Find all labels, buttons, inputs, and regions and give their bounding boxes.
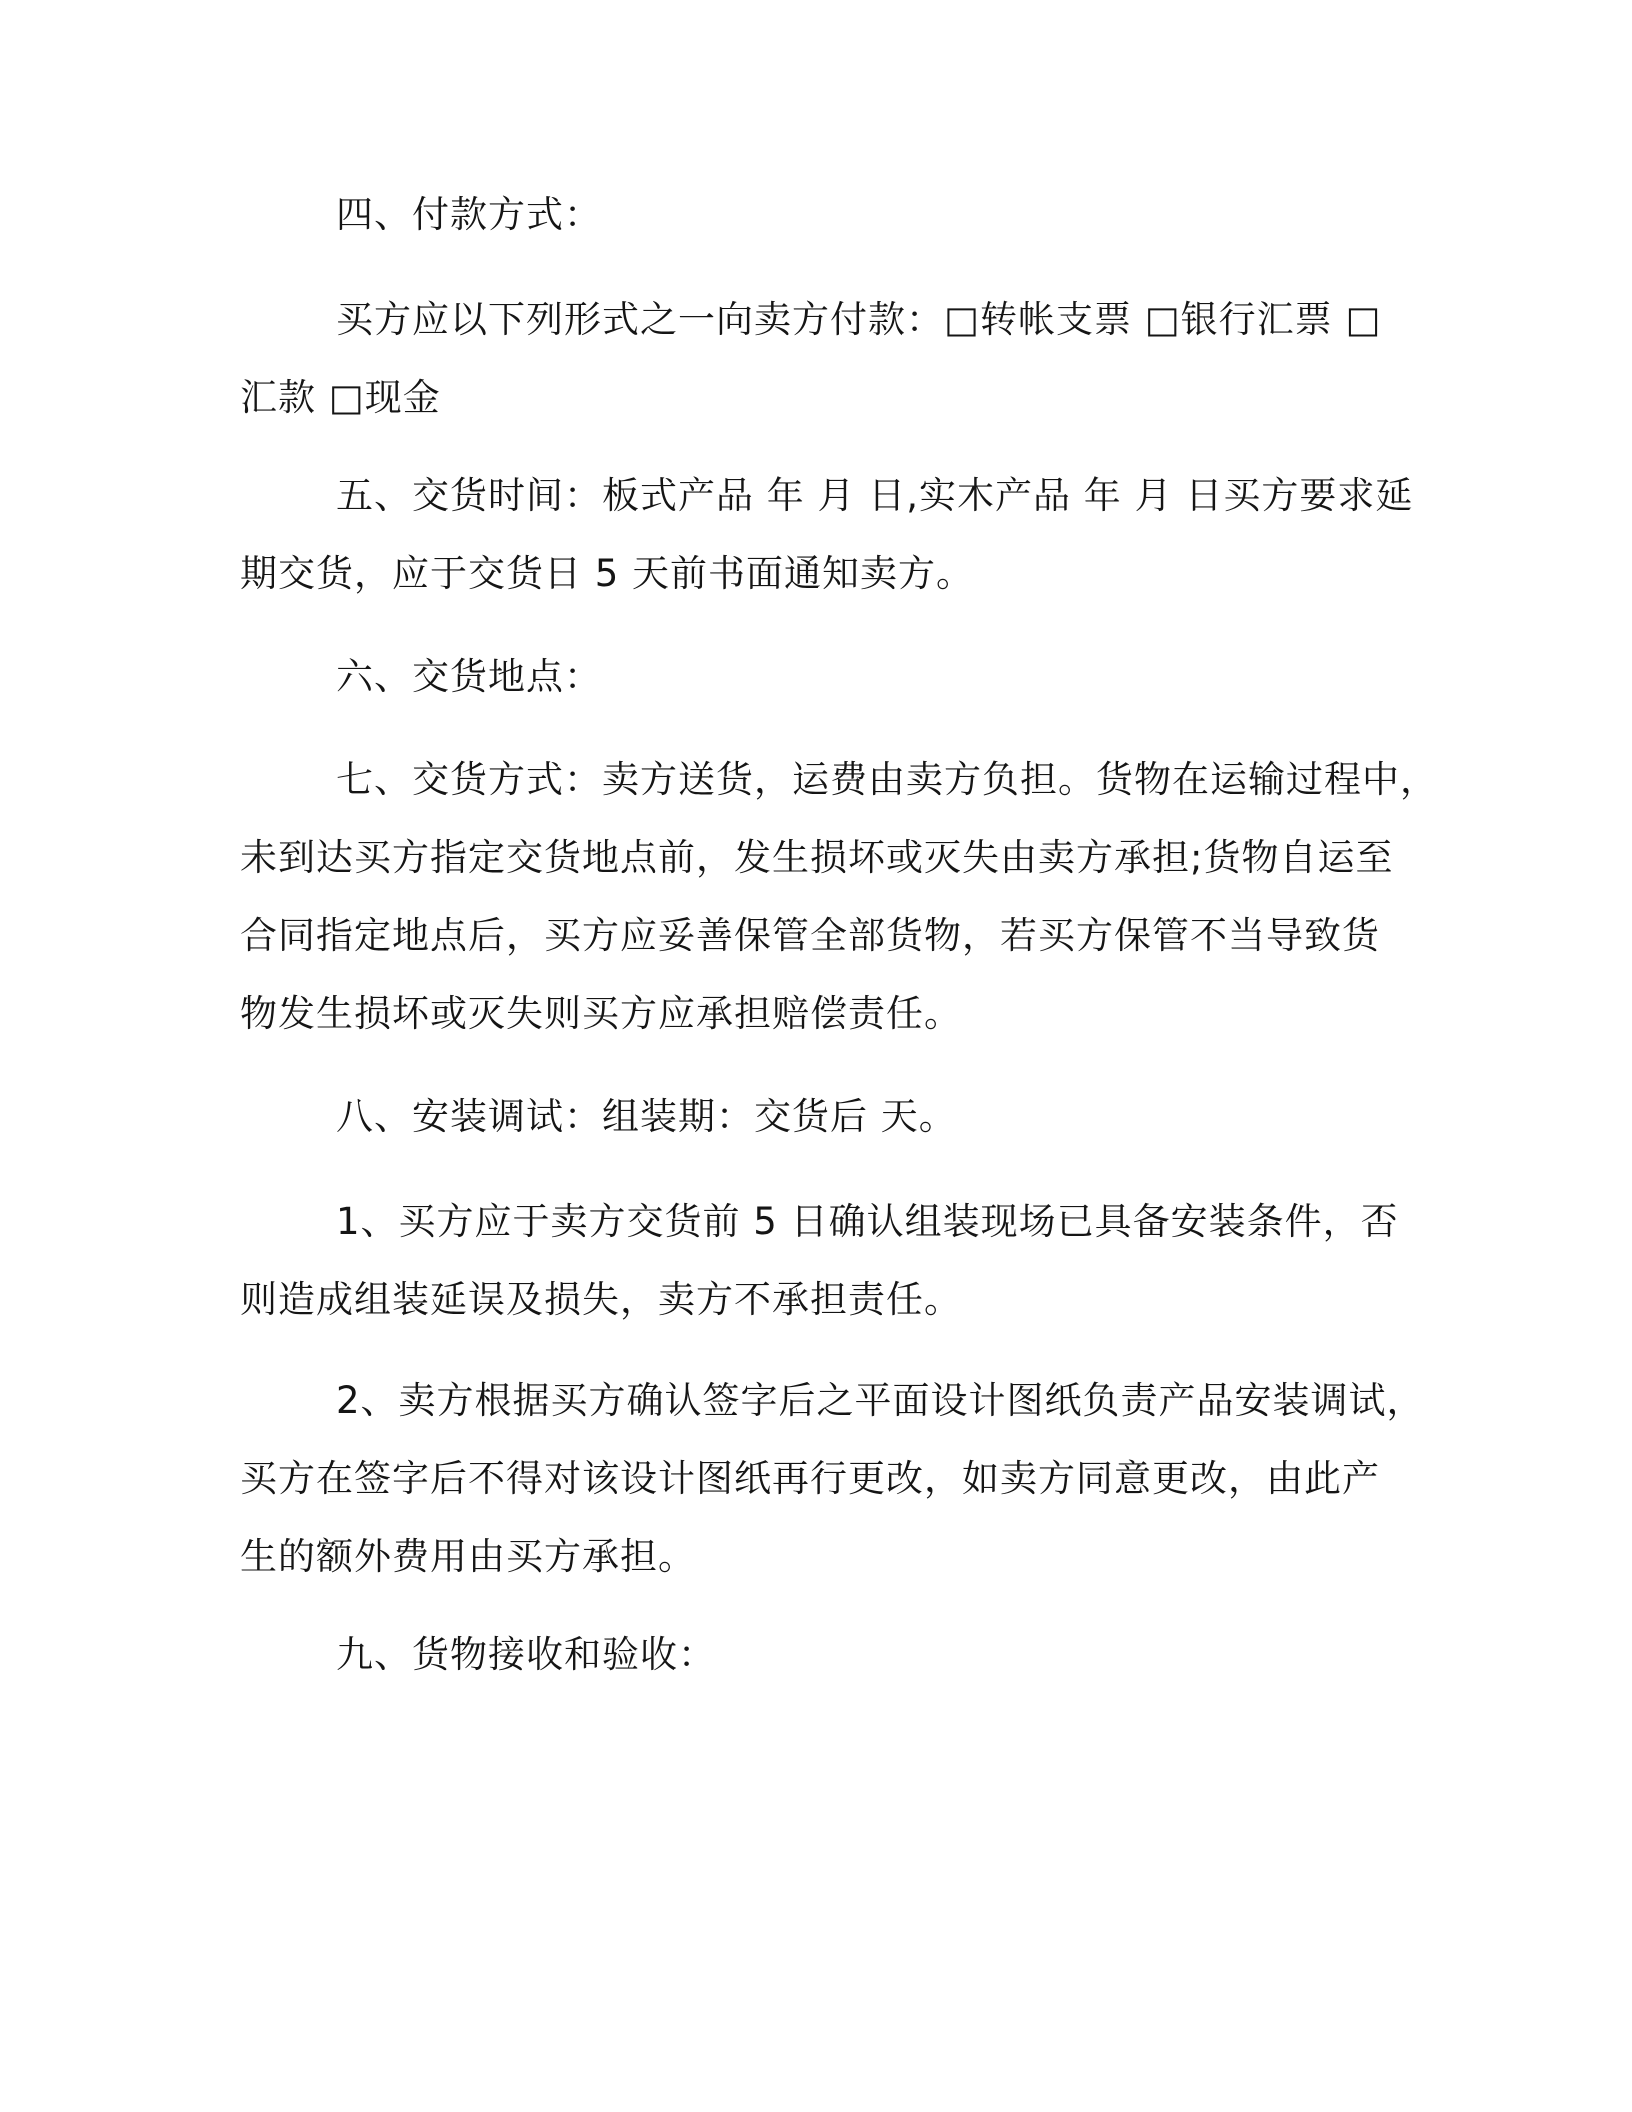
- paragraph-line: 七、交货方式：卖方送货，运费由卖方负担。货物在运输过程中，: [336, 758, 1438, 801]
- paragraph-line: 则造成组装延误及损失，卖方不承担责任。: [240, 1278, 962, 1321]
- paragraph-line: 生的额外费用由买方承担。: [240, 1535, 696, 1578]
- paragraph-line: 合同指定地点后，买方应妥善保管全部货物，若买方保管不当导致货: [240, 914, 1380, 957]
- paragraph-line: 四、付款方式：: [336, 193, 602, 236]
- paragraph-line: 买方在签字后不得对该设计图纸再行更改，如卖方同意更改，由此产: [240, 1457, 1380, 1500]
- section-4-payment-heading: [240, 176, 1410, 254]
- installation-clause-1: [240, 1183, 1410, 1339]
- paragraph-line: 五、交货时间：板式产品 年 月 日,实木产品 年 月 日买方要求延: [336, 474, 1414, 517]
- section-9-receipt-acceptance: [240, 1616, 1410, 1694]
- paragraph-line: 2、卖方根据买方确认签字后之平面设计图纸负责产品安装调试，: [336, 1379, 1425, 1422]
- paragraph-line: 期交货，应于交货日 5 天前书面通知卖方。: [240, 552, 975, 595]
- section-5-delivery-time: [240, 457, 1414, 613]
- paragraph-line: 买方应以下列形式之一向卖方付款：□转帐支票 □银行汇票 □: [336, 298, 1382, 341]
- paragraph-line: 六、交货地点：: [336, 655, 602, 698]
- section-8-installation: [240, 1078, 1410, 1156]
- payment-methods-paragraph: [240, 281, 1410, 437]
- paragraph-line: 汇款 □现金: [240, 376, 441, 419]
- section-7-delivery-method: [240, 741, 1438, 1053]
- installation-clause-2: [240, 1362, 1425, 1596]
- paragraph-line: 八、安装调试：组装期：交货后 天。: [336, 1095, 957, 1138]
- paragraph-line: 未到达买方指定交货地点前，发生损坏或灭失由卖方承担;货物自运至: [240, 836, 1394, 879]
- paragraph-line: 物发生损坏或灭失则买方应承担赔偿责任。: [240, 992, 962, 1035]
- paragraph-line: 1、买方应于卖方交货前 5 日确认组装现场已具备安装条件，否: [336, 1200, 1399, 1243]
- section-6-delivery-location: [240, 638, 1410, 716]
- paragraph-line: 九、货物接收和验收：: [336, 1633, 716, 1676]
